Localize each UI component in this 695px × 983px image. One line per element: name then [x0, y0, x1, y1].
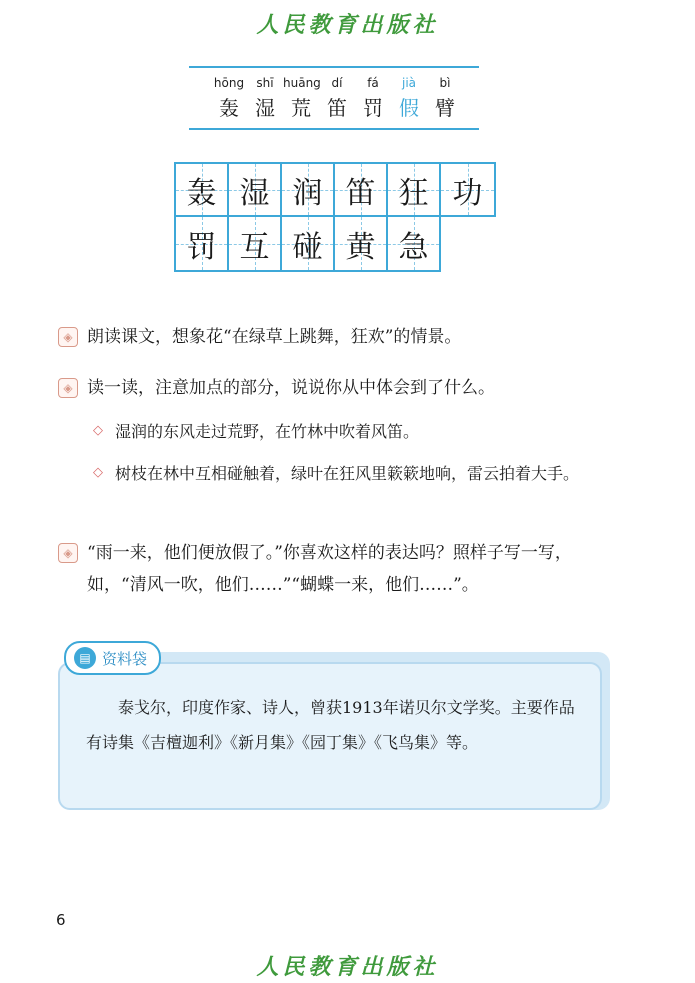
grid-cell: 黄: [335, 217, 388, 270]
new-char: 荒: [291, 96, 311, 120]
new-char: 笛: [327, 96, 347, 120]
grid-cell: 轰: [176, 164, 229, 217]
exercise-seal-icon: ◈: [58, 378, 78, 398]
diamond-bullet-icon: ◇: [93, 423, 103, 438]
example-sentence-2: 树枝在林中互相碰触着，绿叶在狂风里簌簌地响，雷云拍着大手。: [115, 464, 580, 483]
exercise-2: 读一读，注意加点的部分，说说你从中体会到了什么。: [87, 378, 495, 398]
pinyin-row: [211, 76, 463, 90]
exercise-seal-icon: ◈: [58, 543, 78, 563]
publisher-logo-bottom: 人民教育出版社: [256, 954, 439, 980]
grid-cell: 笛: [335, 164, 388, 217]
publisher-logo-top: 人民教育出版社: [256, 12, 439, 38]
exercise-seal-icon: ◈: [58, 327, 78, 347]
exercise-1: 朗读课文，想象花“在绿草上跳舞，狂欢”的情景。: [87, 327, 462, 347]
pinyin: dí: [331, 76, 343, 90]
grid-cell: 碰: [282, 217, 335, 270]
grid-mask: [441, 217, 501, 273]
grid-cell: 罚: [176, 217, 229, 270]
info-box-title: 资料袋: [102, 649, 148, 668]
info-box-text: 泰戈尔，印度作家、诗人，曾获1913年诺贝尔文学奖。主要作品有诗集《吉檀迦利》《新月集》《园丁集》《飞鸟集》等。: [86, 698, 575, 752]
pinyin: bì: [439, 76, 451, 90]
exercise-3: “雨一来，他们便放假了。”你喜欢这样的表达吗？照样子写一写，如，“清风一吹，他们……”“蝴蝶一来，他们……”。: [87, 543, 572, 595]
page-number: 6: [56, 911, 66, 929]
pinyin: huāng: [283, 76, 321, 90]
grid-cell: 狂: [388, 164, 441, 217]
grid-cell: 功: [441, 164, 494, 217]
grid-cell: 湿: [229, 164, 282, 217]
pinyin: hōng: [213, 76, 245, 90]
new-char: 轰: [219, 96, 239, 120]
new-char: 湿: [255, 96, 275, 120]
pinyin: fá: [367, 76, 379, 90]
pinyin: shī: [256, 76, 274, 90]
diamond-bullet-icon: ◇: [93, 465, 103, 480]
new-char-polyphone: 假: [399, 96, 419, 120]
new-char: 臂: [435, 96, 455, 120]
book-icon: ▤: [74, 647, 96, 669]
new-char: 罚: [363, 96, 383, 120]
grid-cell: 急: [388, 217, 441, 270]
grid-cell: 润: [282, 164, 335, 217]
new-words-box: [189, 66, 479, 130]
info-box-tab: [64, 641, 161, 675]
pinyin-polyphone: jià: [401, 76, 417, 90]
grid-cell: 互: [229, 217, 282, 270]
example-sentence-1: 湿润的东风走过荒野，在竹林中吹着风笛。: [115, 422, 420, 441]
char-row: [211, 92, 463, 121]
